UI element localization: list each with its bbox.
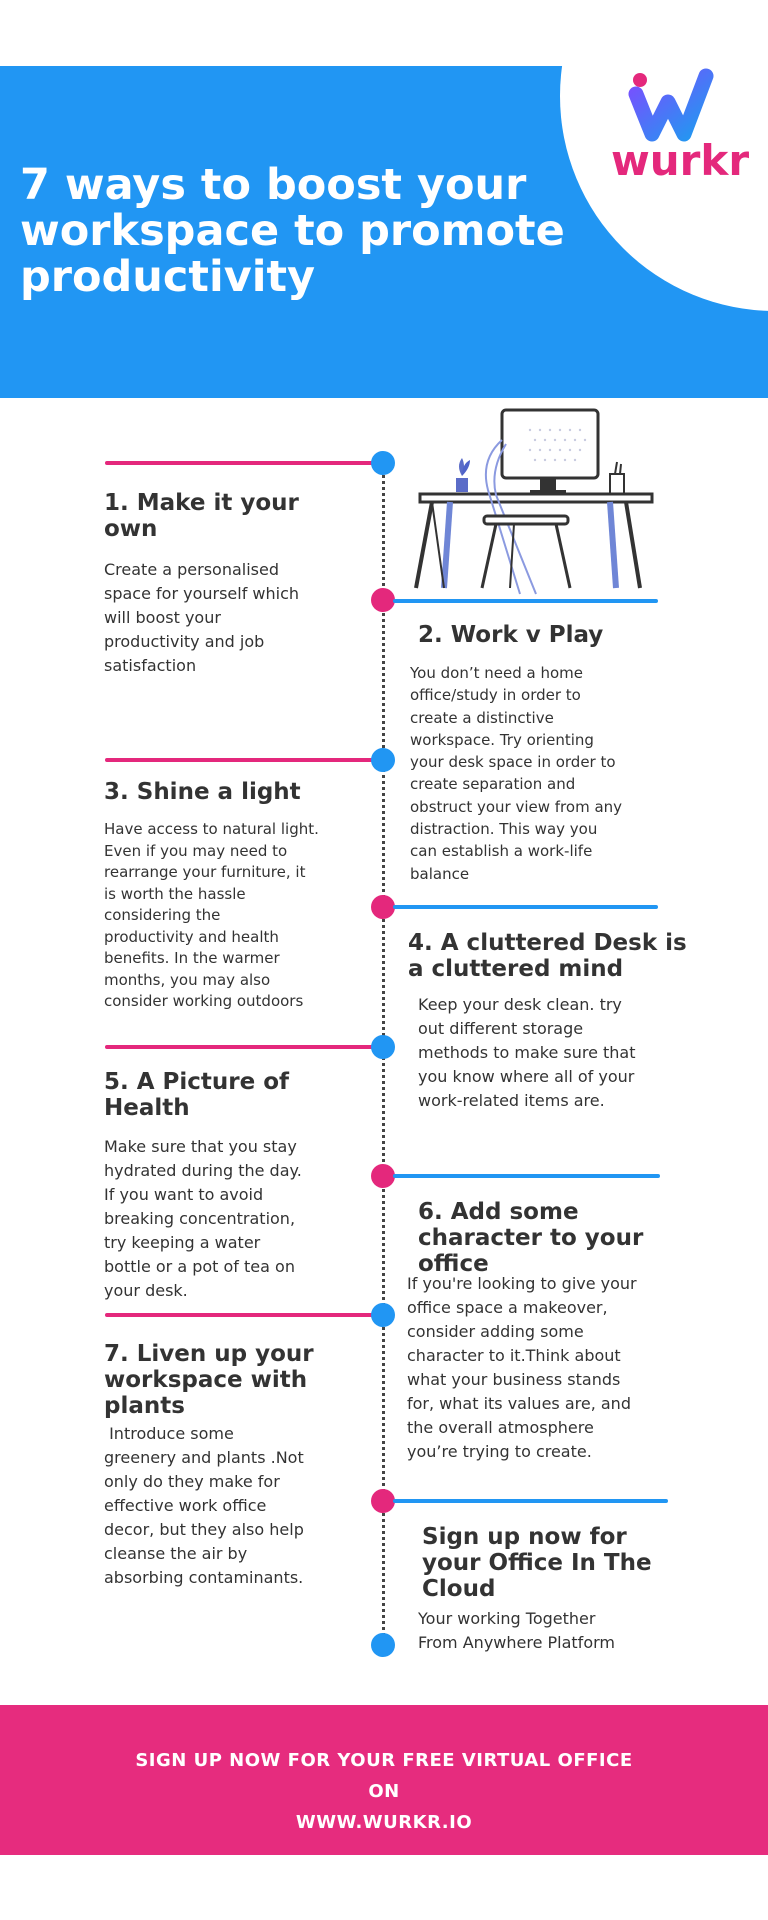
text-line: Your working Together (418, 1609, 596, 1628)
text-line: Keep your desk clean. try (418, 995, 622, 1014)
text-line: breaking concentration, (104, 1209, 296, 1228)
text-line: effective work office (104, 1496, 267, 1515)
text-line: out different storage (418, 1019, 584, 1038)
text-line: cleanse the air by (104, 1544, 248, 1563)
heading-line: workspace with (104, 1367, 308, 1393)
step-text (104, 1135, 302, 1303)
text-line: absorbing contaminants. (104, 1568, 304, 1587)
step-heading (104, 779, 301, 805)
text-line: If you want to avoid (104, 1185, 264, 1204)
text-line: office/study in order to (410, 686, 581, 705)
step-text (104, 1422, 304, 1590)
logo-text: wurkr (610, 136, 750, 185)
text-line: satisfaction (104, 656, 197, 675)
heading-line: own (104, 516, 158, 542)
divider-line (393, 599, 658, 603)
footer-line: SIGN UP NOW FOR YOUR FREE VIRTUAL OFFICE (135, 1750, 633, 1771)
text-line: productivity and job (104, 632, 265, 651)
step-heading (104, 490, 299, 542)
text-line: can establish a work-life (410, 842, 593, 861)
text-line: hydrated during the day. (104, 1161, 302, 1180)
text-line: Have access to natural light. (104, 820, 319, 838)
text-line: what your business stands (407, 1370, 621, 1389)
step-heading (104, 1069, 289, 1121)
heading-line: your Office In The (422, 1550, 652, 1576)
text-line: benefits. In the warmer (104, 949, 280, 967)
text-line: is worth the hassle (104, 884, 246, 903)
footer-banner (0, 1705, 768, 1855)
footer-line: ON (368, 1781, 400, 1802)
step-heading (418, 622, 603, 648)
text-line: productivity and health (104, 927, 279, 946)
timeline-dot (371, 1303, 395, 1327)
text-line: space for yourself which (104, 584, 300, 603)
text-line: for, what its values are, and (407, 1394, 631, 1413)
heading-line: 2. Work v Play (418, 622, 604, 648)
text-line: considering the (104, 906, 221, 924)
heading-line: 5. A Picture of (104, 1069, 290, 1095)
text-line: Create a personalised (104, 560, 280, 579)
heading-line: 7. Liven up your (104, 1341, 314, 1367)
page-title (20, 162, 580, 300)
footer-cta[interactable] (0, 1745, 768, 1838)
divider-line (105, 758, 380, 762)
wurkr-logo[interactable] (606, 64, 754, 184)
text-line: If you're looking to give your (407, 1274, 637, 1293)
heading-line: office (418, 1251, 489, 1277)
timeline-dot (371, 1164, 395, 1188)
divider-line (105, 1313, 380, 1317)
heading-line: Cloud (422, 1576, 496, 1602)
text-line: the overall atmosphere (407, 1418, 594, 1437)
text-line: will boost your (104, 608, 221, 627)
text-line: workspace. Try orienting (410, 730, 594, 749)
text-line: office space a makeover, (407, 1298, 608, 1317)
heading-line: 1. Make it your (104, 490, 299, 516)
text-line: Make sure that you stay (104, 1137, 297, 1156)
divider-line (393, 1174, 660, 1178)
heading-line: plants (104, 1393, 185, 1419)
title-line: productivity (20, 252, 316, 302)
text-line: try keeping a water (104, 1233, 261, 1252)
text-line: consider working outdoors (104, 992, 304, 1010)
text-line: you know where all of your (418, 1067, 635, 1086)
heading-line: 3. Shine a light (104, 779, 301, 805)
text-line: bottle or a pot of tea on (104, 1257, 295, 1276)
text-line: your desk space in order to (410, 753, 616, 772)
signup-text (418, 1607, 615, 1655)
step-heading (104, 1341, 314, 1419)
text-line: From Anywhere Platform (418, 1633, 615, 1652)
divider-line (105, 461, 380, 465)
text-line: distraction. This way you (410, 820, 598, 839)
text-line: balance (410, 864, 470, 883)
text-line: Even if you may need to (104, 841, 288, 860)
timeline-dot (371, 748, 395, 772)
text-line: months, you may also (104, 970, 271, 989)
text-line: obstruct your view from any (410, 797, 623, 816)
title-line: 7 ways to boost your (20, 160, 527, 210)
timeline-dot (371, 1633, 395, 1657)
text-line: rearrange your furniture, it (104, 863, 306, 881)
text-line: work-related items are. (418, 1091, 605, 1110)
text-line: create a distinctive (410, 708, 554, 727)
heading-line: 4. A cluttered Desk is (408, 930, 687, 956)
text-line: You don’t need a home (410, 664, 583, 682)
title-line: workspace to promote (20, 206, 565, 256)
heading-line: a cluttered mind (408, 956, 624, 982)
text-line: methods to make sure that (418, 1043, 636, 1062)
signup-heading (422, 1524, 652, 1602)
text-line: consider adding some (407, 1322, 584, 1341)
step-heading (408, 930, 687, 982)
step-text (418, 993, 636, 1113)
heading-line: character to your (418, 1225, 644, 1251)
divider-line (105, 1045, 380, 1049)
divider-line (393, 905, 658, 909)
text-line: decor, but they also help (104, 1520, 304, 1539)
text-line: greenery and plants .Not (104, 1448, 304, 1467)
timeline-dot (371, 895, 395, 919)
text-line: you’re trying to create. (407, 1442, 592, 1461)
step-text (407, 1272, 637, 1464)
heading-line: Sign up now for (422, 1524, 627, 1550)
divider-line (393, 1499, 668, 1503)
step-text (410, 662, 622, 885)
text-line: Introduce some (104, 1424, 234, 1443)
timeline-dot (371, 588, 395, 612)
step-heading (418, 1199, 643, 1277)
wurkr-logo-icon (606, 64, 754, 144)
timeline-dot (371, 451, 395, 475)
heading-line: Health (104, 1095, 190, 1121)
step-text (104, 558, 299, 678)
footer-link[interactable]: WWW.WURKR.IO (295, 1812, 473, 1833)
text-line: character to it.Think about (407, 1346, 621, 1365)
text-line: create separation and (410, 775, 576, 794)
desk-illustration (410, 400, 660, 600)
heading-line: 6. Add some (418, 1199, 579, 1225)
timeline-dot (371, 1035, 395, 1059)
step-text (104, 819, 319, 1013)
timeline-dot (371, 1489, 395, 1513)
text-line: only do they make for (104, 1472, 280, 1491)
text-line: your desk. (104, 1281, 188, 1300)
